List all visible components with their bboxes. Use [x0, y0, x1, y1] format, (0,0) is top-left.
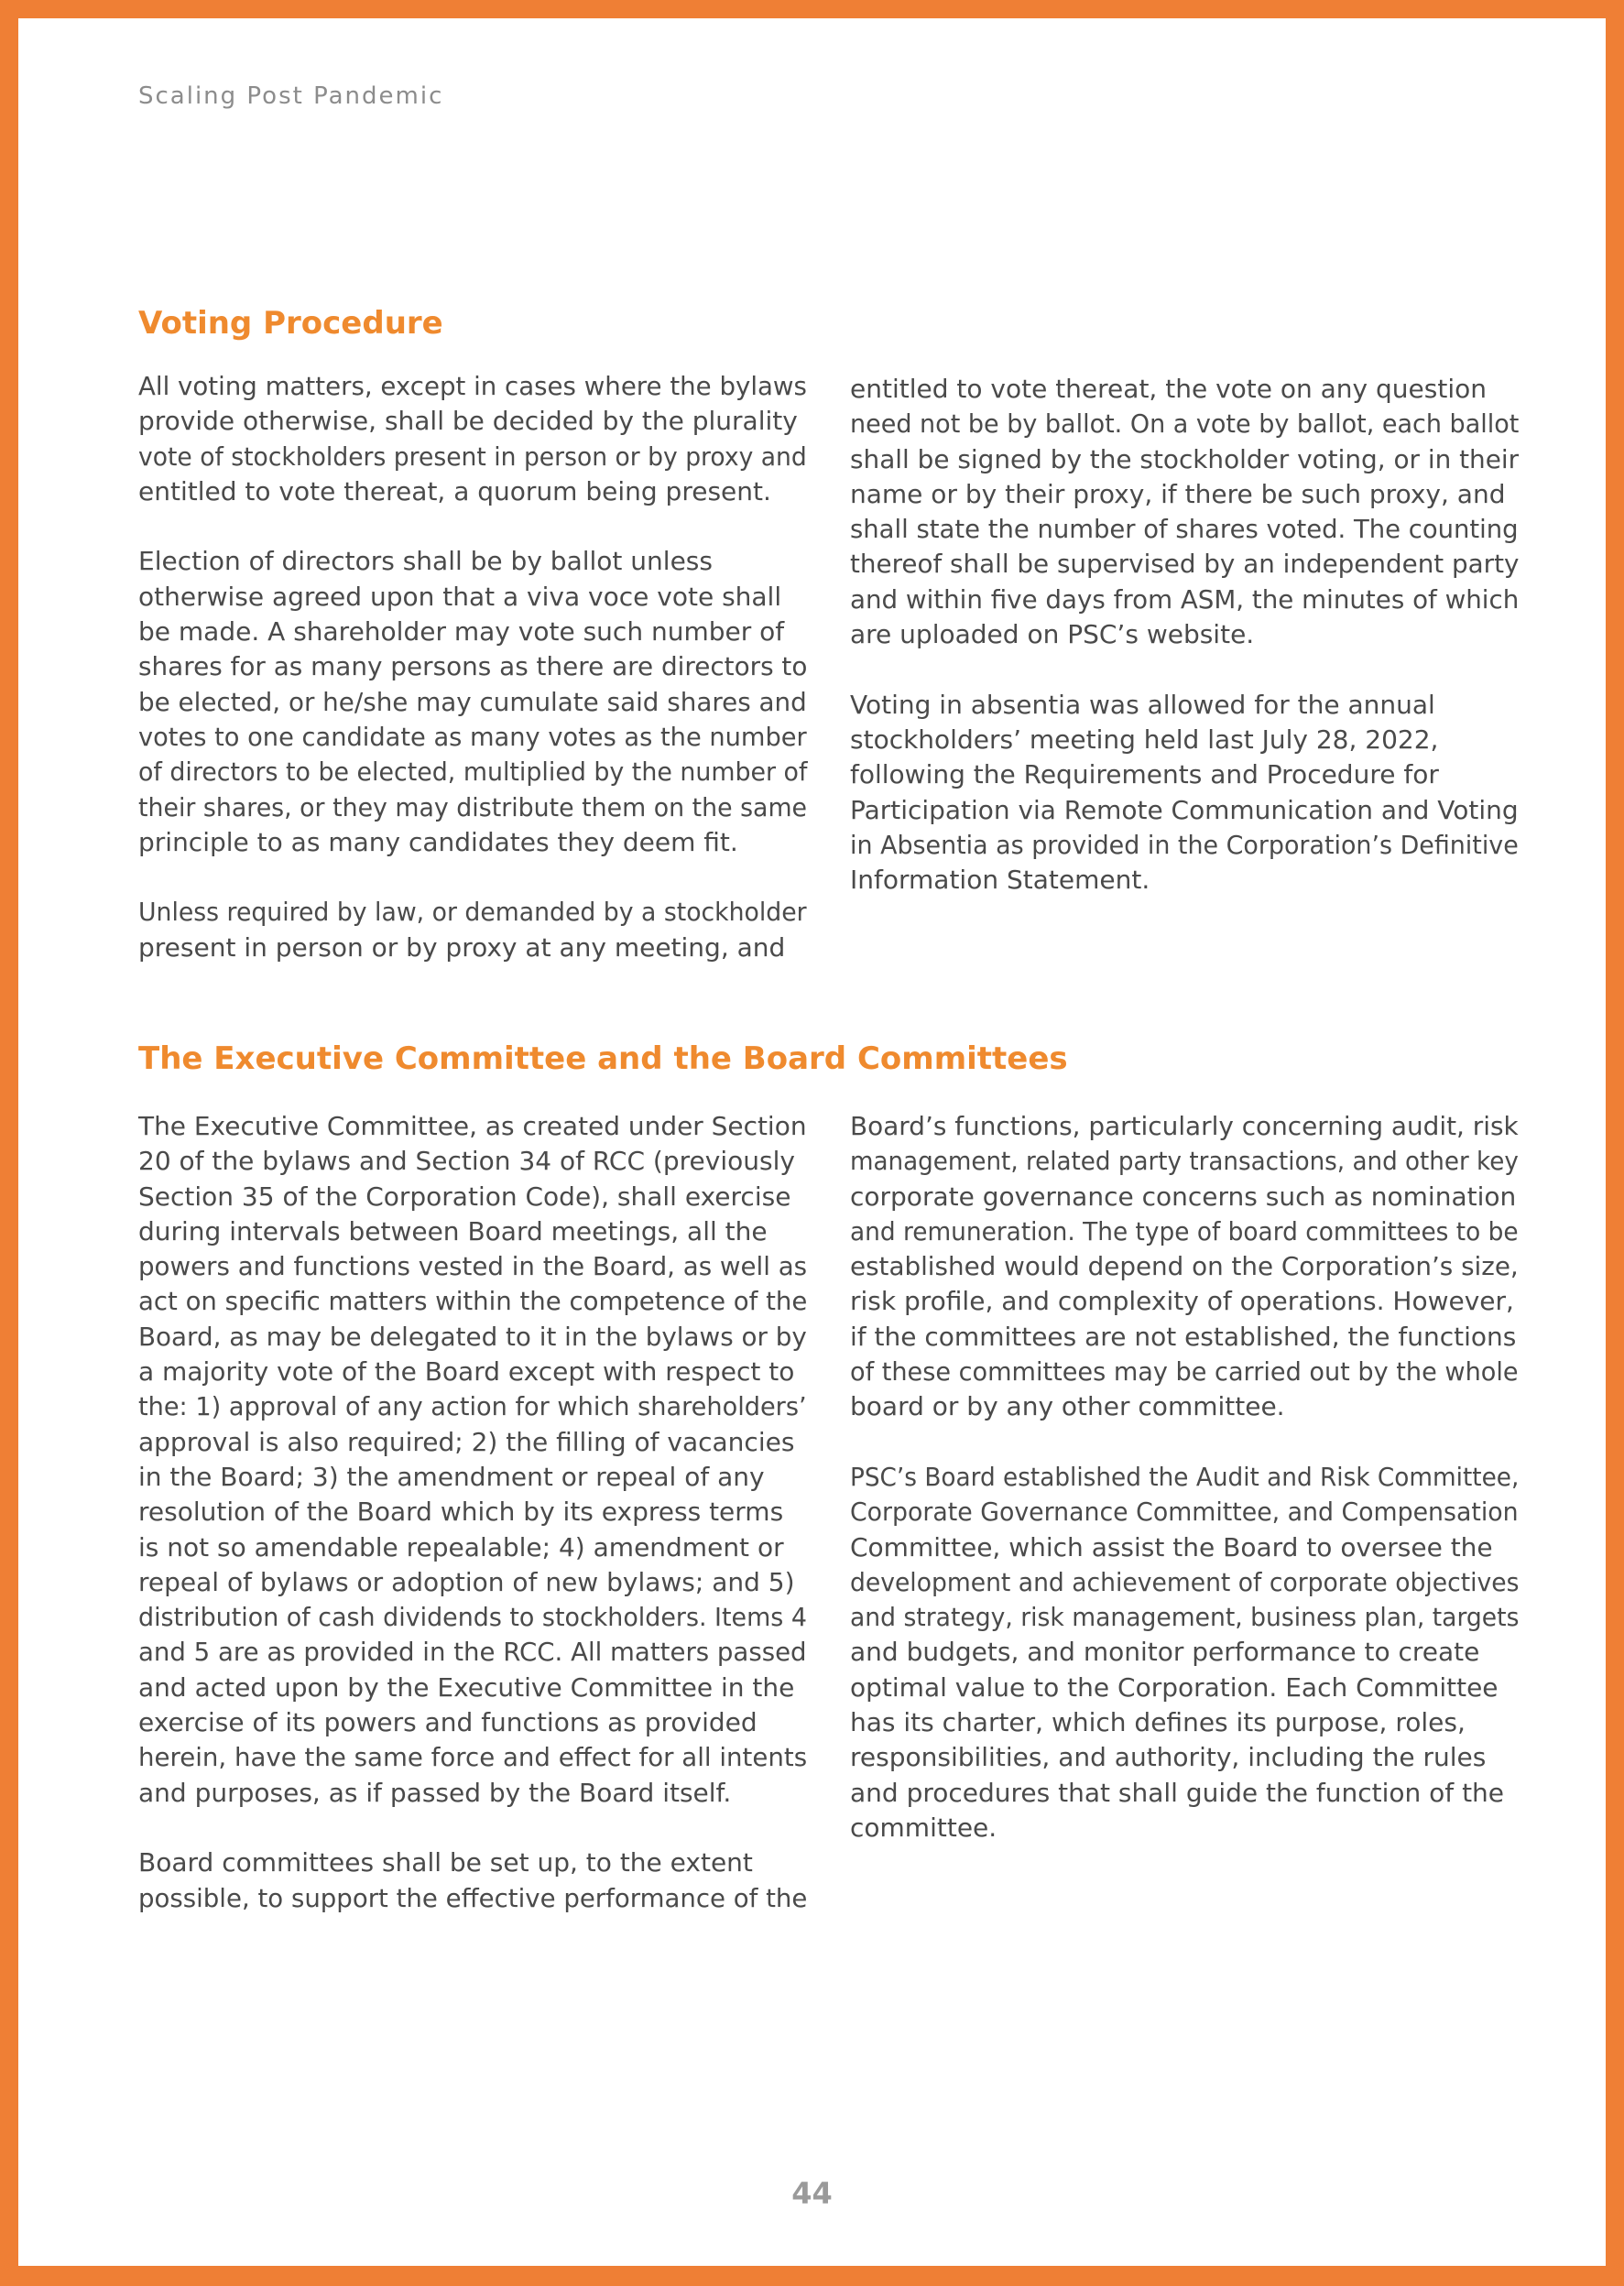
text-line: vote of stockholders present in person or by proxy and: [138, 441, 807, 472]
text-line: possible, to support the effective performance of the: [138, 1882, 808, 1913]
text-line: present in person or by proxy at any meeting, and: [138, 931, 786, 963]
text-line: Information Statement.: [850, 865, 1150, 896]
text-line: PSC’s Board established the Audit and Risk Committee,: [850, 1461, 1520, 1492]
text-line: if the committees are not established, the functions: [850, 1321, 1517, 1352]
text-line: and purposes, as if passed by the Board itself.: [138, 1777, 732, 1808]
committees-column-left: [138, 1109, 807, 1916]
text-line: responsibilities, and authority, including the rules: [850, 1742, 1487, 1773]
text-line: exercise of its powers and functions as provided: [138, 1707, 758, 1738]
text-line: entitled to vote thereat, a quorum being present.: [138, 475, 771, 506]
page-number: 44: [791, 2176, 833, 2211]
document-page: [18, 18, 1606, 2266]
text-line: need not be by ballot. On a vote by ballot, each ballot: [850, 408, 1520, 440]
text-line: repeal of bylaws or adoption of new bylaws; and 5): [138, 1566, 795, 1597]
text-line: Election of directors shall be by ballot unless: [138, 546, 713, 577]
text-line: and acted upon by the Executive Committee in the: [138, 1671, 795, 1703]
text-line: shall state the number of shares voted. The counting: [850, 514, 1519, 545]
text-line: principle to as many candidates they deem fit.: [138, 826, 738, 857]
text-line: Voting in absentia was allowed for the annual: [850, 689, 1435, 720]
text-line: provide otherwise, shall be decided by the plurality: [138, 406, 798, 437]
paragraph: [850, 1460, 1519, 1845]
text-line: 20 of the bylaws and Section 34 of RCC (previously: [138, 1146, 795, 1177]
section-title-committees: The Executive Committee and the Board Committees: [138, 1040, 1068, 1077]
text-line: and remuneration. The type of board committees to be: [850, 1215, 1519, 1246]
text-line: and 5 are as provided in the RCC. All matters passed: [138, 1637, 807, 1668]
text-line: shall be signed by the stockholder voting, or in their: [850, 443, 1520, 474]
paragraph: [138, 1845, 807, 1916]
paragraph: [850, 372, 1519, 652]
section-title-voting-procedure: Voting Procedure: [138, 305, 443, 342]
text-line: corporate governance concerns such as nomination: [850, 1181, 1517, 1212]
text-line: distribution of cash dividends to stockholders. Items 4: [138, 1602, 807, 1633]
text-line: Board’s functions, particularly concerning audit, risk: [850, 1111, 1519, 1141]
text-line: entitled to vote thereat, the vote on any question: [850, 374, 1487, 404]
text-line: of these committees may be carried out by the whole: [850, 1356, 1519, 1388]
text-line: during intervals between Board meetings, all the: [138, 1215, 768, 1246]
text-line: is not so amendable repealable; 4) amendment or: [138, 1531, 784, 1562]
text-line: risk profile, and complexity of operations. However,: [850, 1286, 1514, 1317]
text-line: and strategy, risk management, business plan, targets: [850, 1602, 1520, 1633]
text-line: following the Requirements and Procedure for: [850, 759, 1439, 790]
text-line: act on specific matters within the competence of the: [138, 1286, 808, 1317]
text-line: their shares, or they may distribute them on the same: [138, 791, 808, 822]
text-line: optimal value to the Corporation. Each Committee: [850, 1671, 1499, 1703]
text-line: in Absentia as provided in the Corporation’s Definitive: [850, 829, 1519, 860]
text-line: thereof shall be supervised by an independent party: [850, 549, 1520, 580]
text-line: resolution of the Board which by its express terms: [138, 1497, 784, 1528]
text-line: Participation via Remote Communication and Voting: [850, 794, 1519, 825]
text-line: The Executive Committee, as created under Section: [138, 1111, 807, 1141]
text-line: name or by their proxy, if there be such proxy, and: [850, 478, 1506, 509]
text-line: be elected, or he/she may cumulate said shares and: [138, 686, 807, 717]
text-line: the: 1) approval of any action for which shareholders’: [138, 1391, 807, 1422]
voting-column-left: [138, 369, 807, 965]
paragraph: [138, 544, 807, 860]
committees-column-right: [850, 1109, 1519, 1845]
voting-column-right: [850, 372, 1519, 898]
text-line: otherwise agreed upon that a viva voce vote shall: [138, 581, 782, 612]
text-line: established would depend on the Corporation’s size,: [850, 1251, 1519, 1282]
text-line: and procedures that shall guide the function of the: [850, 1777, 1505, 1808]
text-line: shares for as many persons as there are directors to: [138, 651, 808, 682]
paragraph: [138, 369, 807, 509]
text-line: management, related party transactions, and other key: [850, 1146, 1519, 1177]
text-line: in the Board; 3) the amendment or repeal of any: [138, 1461, 765, 1492]
paragraph: [138, 895, 807, 965]
text-line: and budgets, and monitor performance to create: [850, 1637, 1480, 1668]
text-line: board or by any other committee.: [850, 1391, 1285, 1422]
text-line: committee.: [850, 1812, 997, 1843]
text-line: development and achievement of corporate objectives: [850, 1566, 1520, 1597]
text-line: Committee, which assist the Board to oversee the: [850, 1531, 1493, 1562]
text-line: powers and functions vested in the Board, as well as: [138, 1251, 808, 1282]
text-line: has its charter, which defines its purpose, roles,: [850, 1707, 1466, 1738]
text-line: and within five days from ASM, the minutes of which: [850, 583, 1520, 615]
text-line: Section 35 of the Corporation Code), shall exercise: [138, 1181, 791, 1212]
text-line: Board committees shall be set up, to the extent: [138, 1847, 753, 1878]
text-line: All voting matters, except in cases where the bylaws: [138, 371, 807, 401]
text-line: Corporate Governance Committee, and Compensation: [850, 1497, 1519, 1528]
paragraph: [138, 1109, 807, 1811]
paragraph: [850, 1109, 1519, 1425]
text-line: approval is also required; 2) the filling of vacancies: [138, 1426, 795, 1457]
text-line: Unless required by law, or demanded by a stockholder: [138, 897, 807, 928]
text-line: herein, have the same force and effect for all intents: [138, 1742, 808, 1773]
text-line: votes to one candidate as many votes as the number: [138, 721, 807, 752]
text-line: of directors to be elected, multiplied by the number of: [138, 757, 808, 788]
paragraph: [850, 688, 1519, 898]
text-line: a majority vote of the Board except with respect to: [138, 1356, 795, 1388]
text-line: are uploaded on PSC’s website.: [850, 619, 1255, 650]
text-line: be made. A shareholder may vote such number of: [138, 616, 785, 648]
text-line: Board, as may be delegated to it in the bylaws or by: [138, 1321, 807, 1352]
text-line: stockholders’ meeting held last July 28, 2022,: [850, 724, 1439, 755]
running-header: Scaling Post Pandemic: [138, 82, 444, 110]
